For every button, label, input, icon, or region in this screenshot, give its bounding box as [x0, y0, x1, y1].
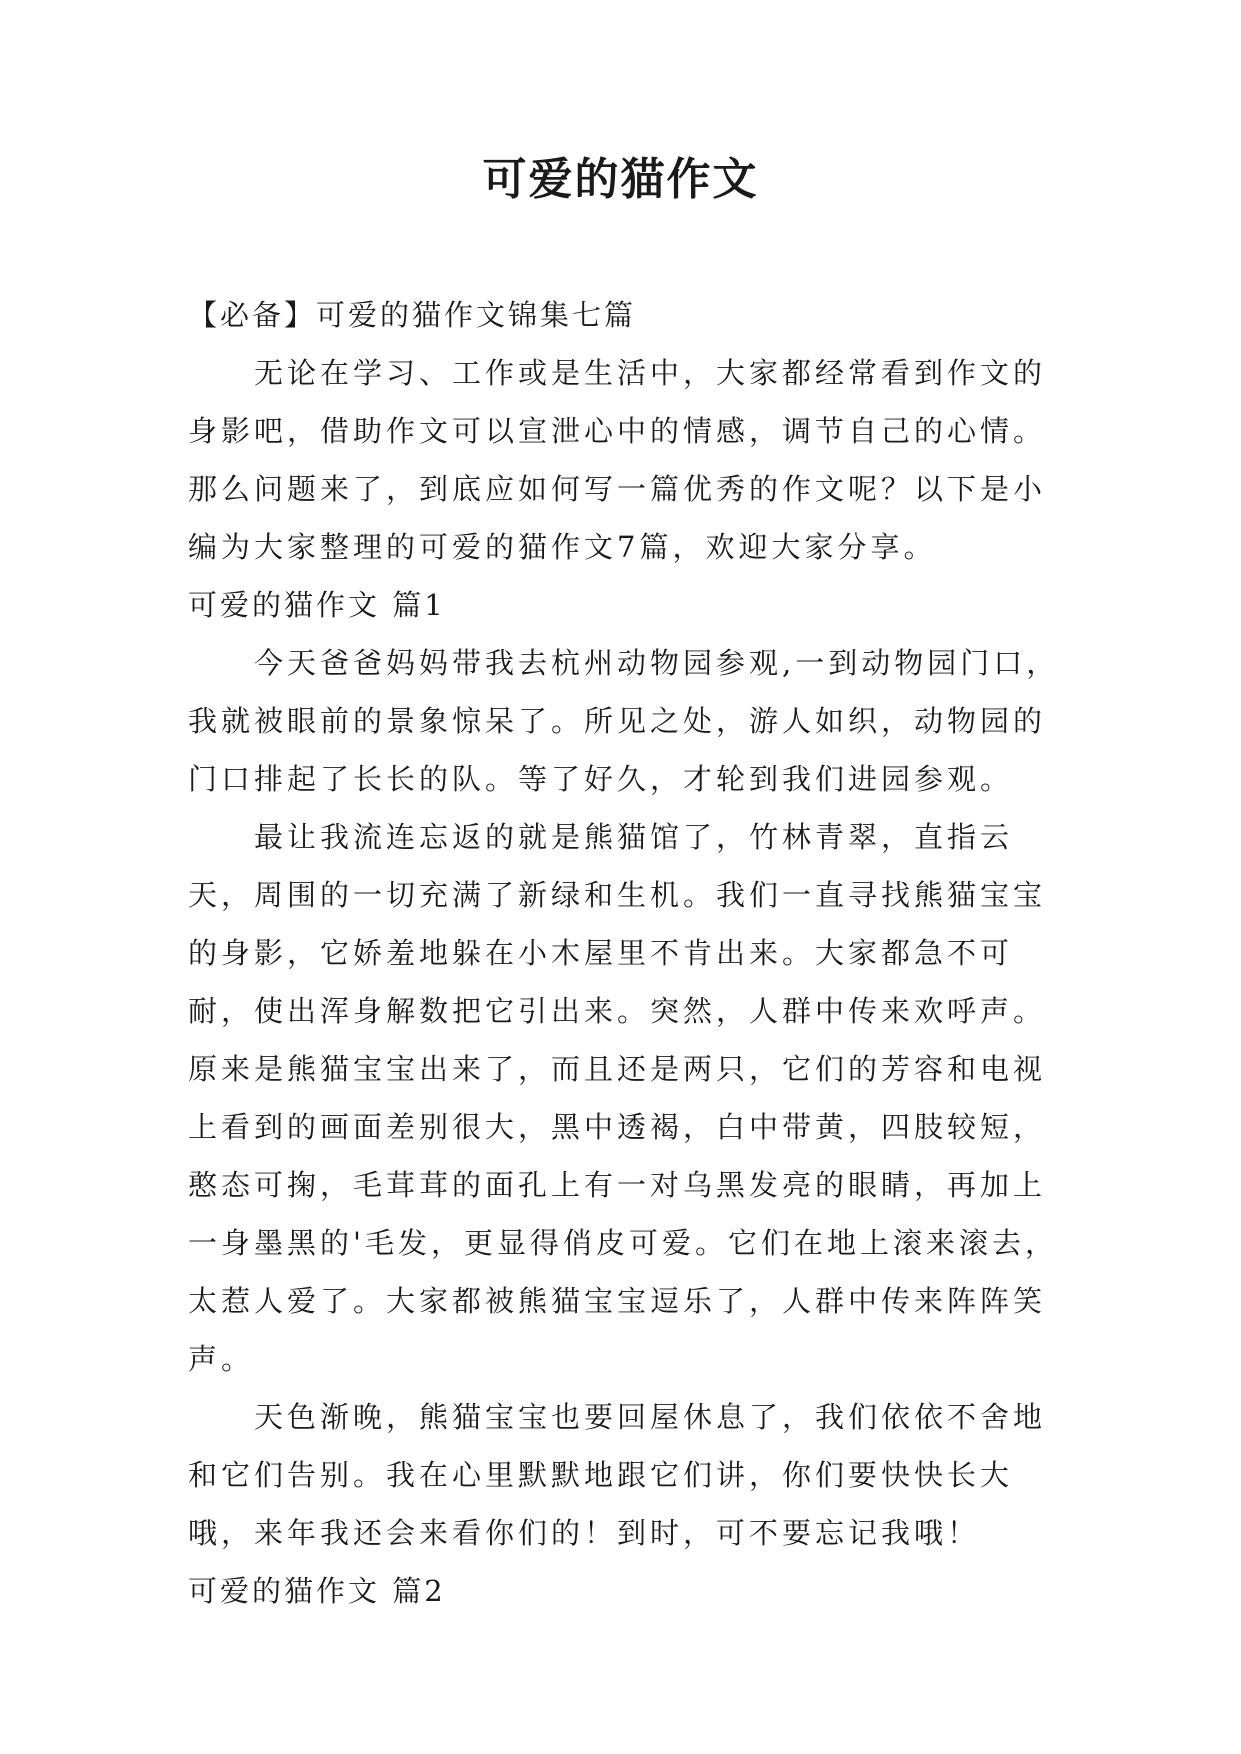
section1-paragraph-2: 最让我流连忘返的就是熊猫馆了，竹林青翠，直指云天，周围的一切充满了新绿和生机。我们一直寻找熊猫宝宝的身影，它娇羞地躲在小木屋里不肯出来。大家都急不可耐，使出浑身解数把它引出来。突然，人群中传来欢呼声。原来是熊猫宝宝出来了，而且还是两只，它们的芳容和电视上看到的画面差别很大，黑中透褐，白中带黄，四肢较短，憨态可掬，毛茸茸的面孔上有一对乌黑发亮的眼睛，再加上一身墨黑的'毛发，更显得俏皮可爱。它们在地上滚来滚去，太惹人爱了。大家都被熊猫宝宝逗乐了，人群中传来阵阵笑声。	[188, 820, 1058, 1376]
section1-paragraph-1: 今天爸爸妈妈带我去杭州动物园参观,一到动物园门口，我就被眼前的景象惊呆了。所见之处，游人如织，动物园的门口排起了长长的队。等了好久，才轮到我们进园参观。	[188, 646, 1060, 796]
page-title: 可爱的猫作文	[482, 154, 759, 205]
section-heading-2: 可爱的猫作文 篇2	[188, 1574, 446, 1608]
intro-heading: 【必备】可爱的猫作文锦集七篇	[188, 298, 637, 332]
document-body	[188, 286, 1063, 1620]
intro-paragraph: 无论在学习、工作或是生活中，大家都经常看到作文的身影吧，借助作文可以宣泄心中的情感，调节自己的心情。那么问题来了，到底应如何写一篇优秀的作文呢？以下是小编为大家整理的可爱的猫作文7篇，欢迎大家分享。	[188, 356, 1047, 564]
section-heading-1: 可爱的猫作文 篇1	[188, 588, 446, 622]
section1-paragraph-3: 天色渐晚，熊猫宝宝也要回屋休息了，我们依依不舍地和它们告别。我在心里默默地跟它们讲，你们要快快长大哦，来年我还会来看你们的！到时，可不要忘记我哦！	[188, 1400, 1047, 1550]
